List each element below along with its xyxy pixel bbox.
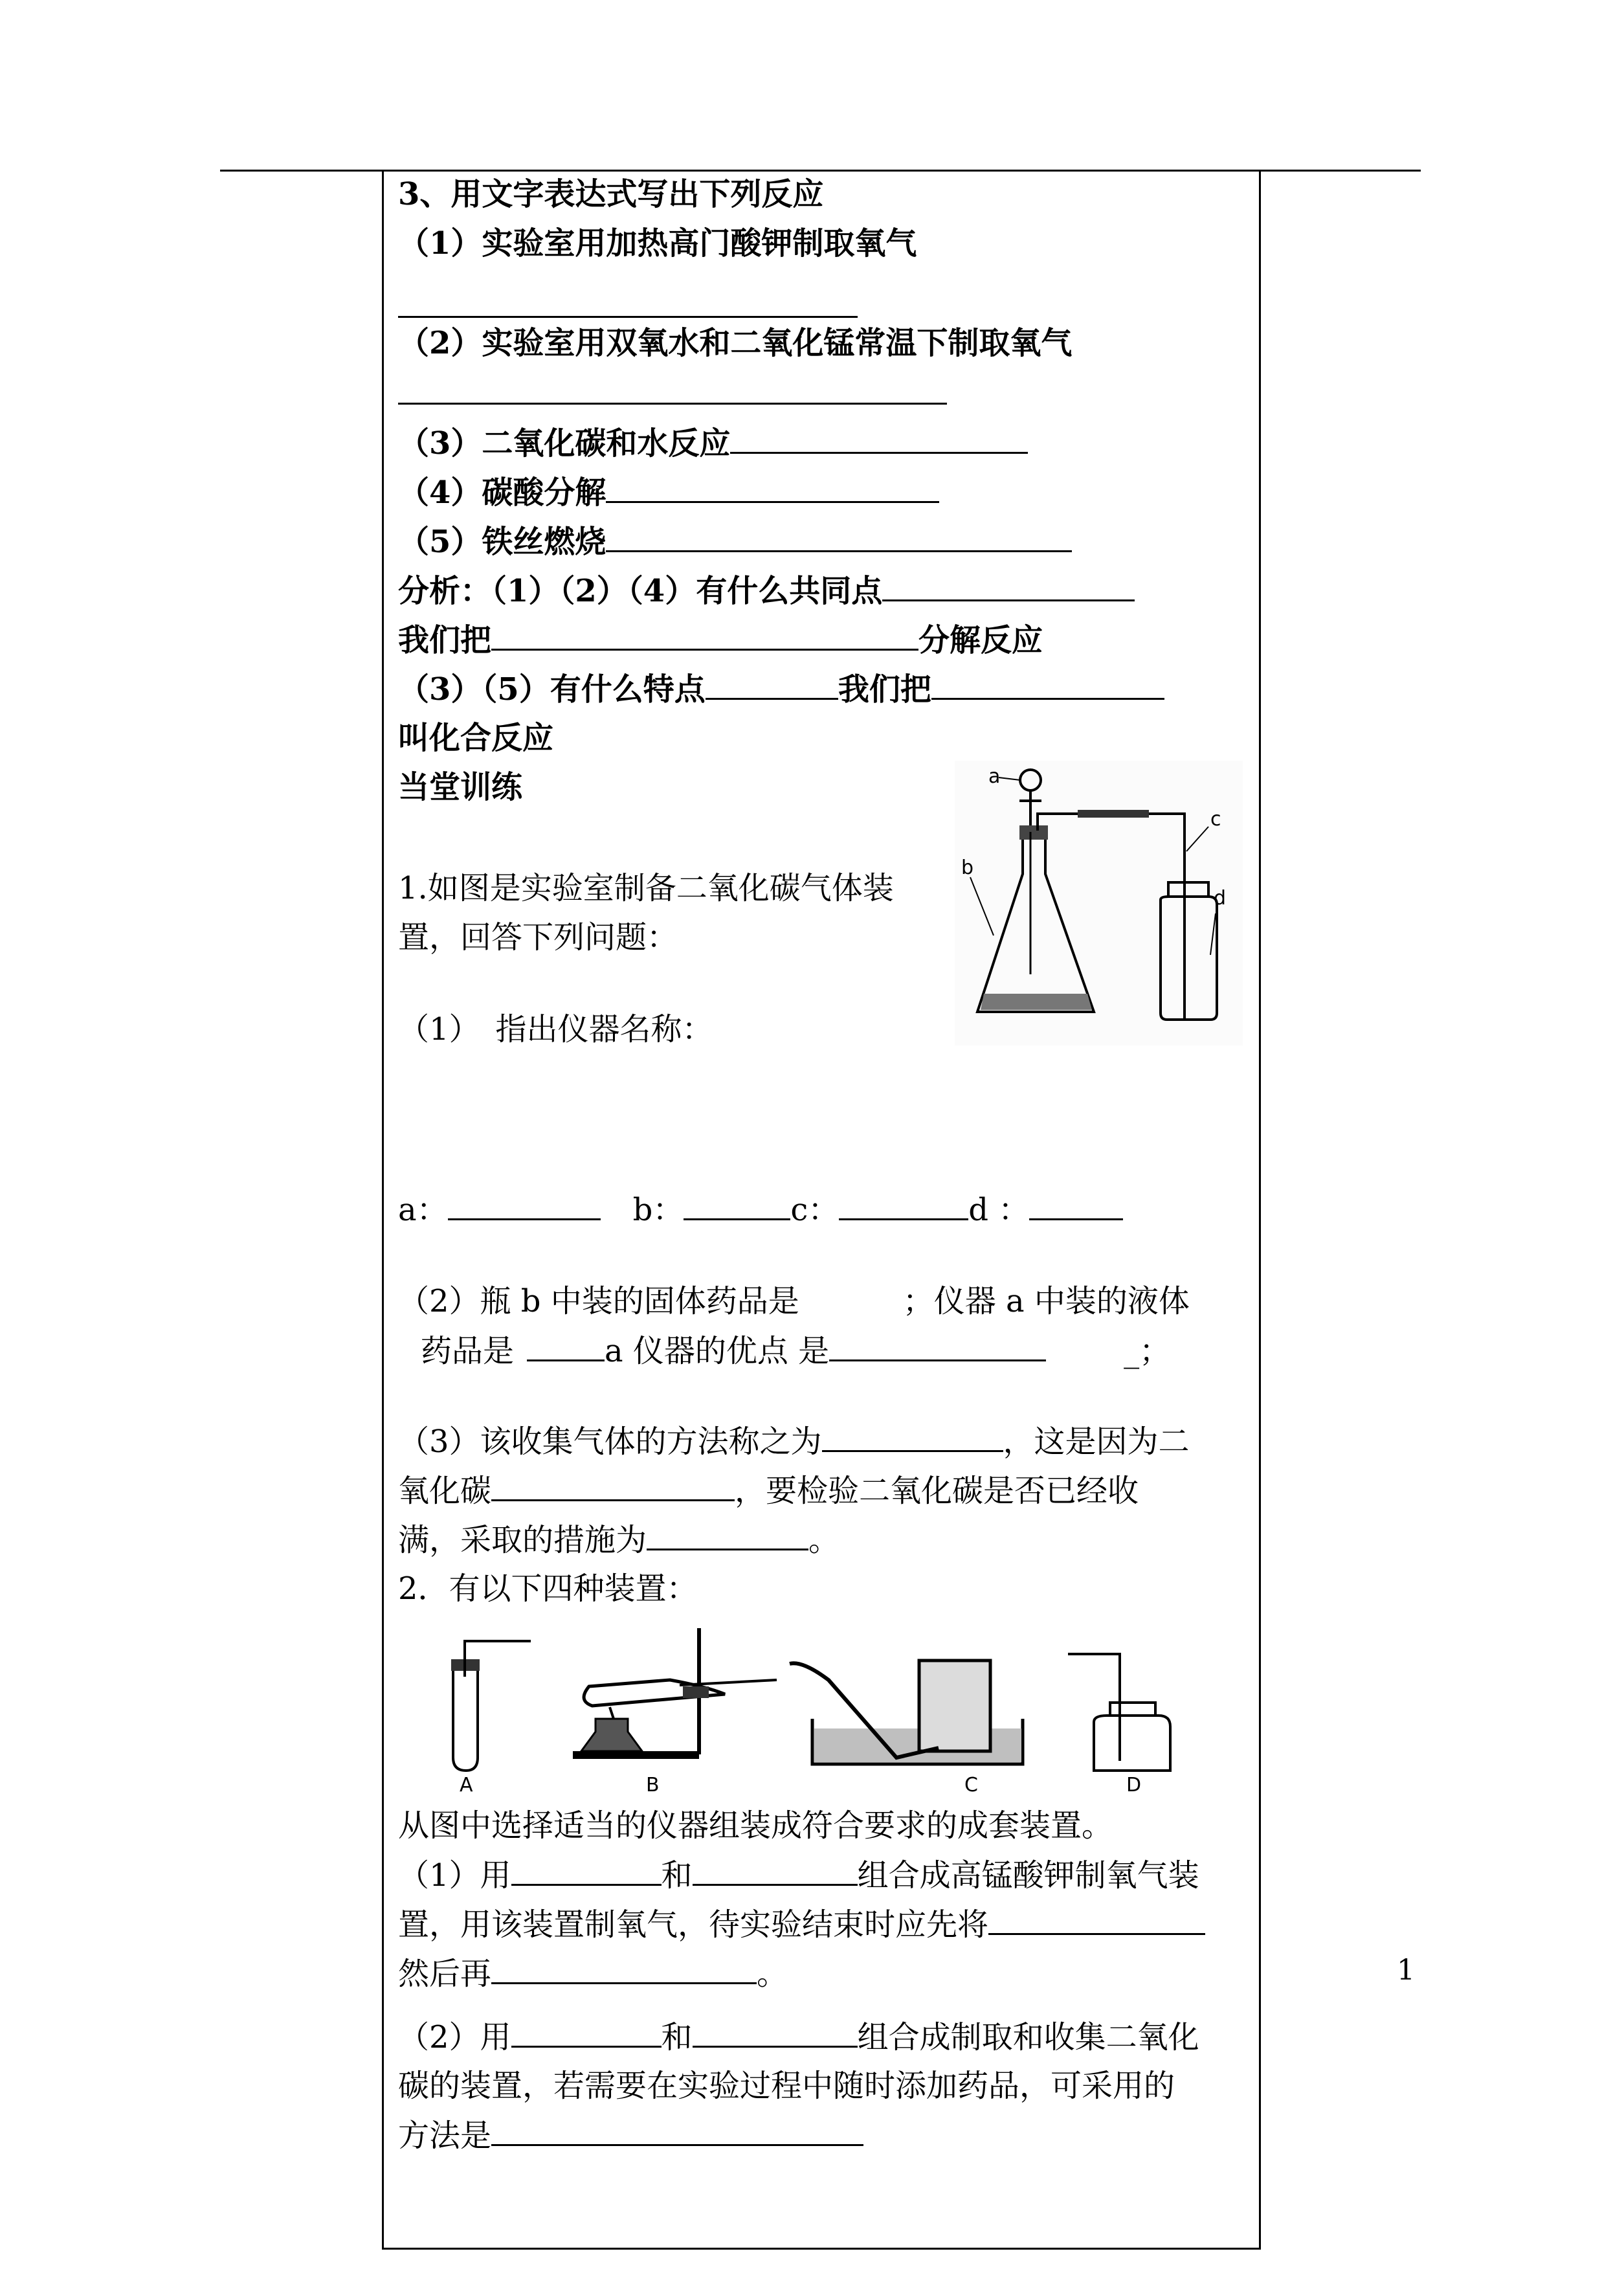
page-number: 1 bbox=[1397, 1954, 1415, 1987]
label-c: c bbox=[1210, 808, 1221, 831]
q2-sub2-line3: 方法是 bbox=[398, 2116, 863, 2155]
q1-sub3-line1: （3）该收集气体的方法称之为 ，这是因为二 bbox=[398, 1422, 1190, 1461]
analysis-line: 分析：（1）（2）（4）有什么共同点 bbox=[398, 571, 1135, 610]
reaction-2-answer bbox=[398, 374, 947, 414]
apparatus-B bbox=[573, 1628, 777, 1796]
apparatus-A bbox=[451, 1641, 531, 1796]
reaction-5: （5）铁丝燃烧 bbox=[398, 522, 1072, 561]
apparatus-D bbox=[1068, 1654, 1170, 1796]
q2-sub1-line2: 置，用该装置制氧气，待实验结束时应先将 bbox=[398, 1905, 1205, 1944]
q1-line2: 置，回答下列问题： bbox=[398, 919, 678, 956]
label-D: D bbox=[1126, 1774, 1142, 1796]
q1-line1: 1.如图是实验室制备二氧化碳气体装 bbox=[398, 870, 894, 906]
apparatus-C bbox=[790, 1661, 1023, 1796]
four-apparatus-figure bbox=[440, 1615, 1204, 1796]
q1-sub1: （1） 指出仪器名称： bbox=[398, 1011, 713, 1047]
q2-line2: 从图中选择适当的仪器组装成符合要求的成套装置。 bbox=[398, 1807, 1113, 1844]
label-b: b bbox=[961, 856, 974, 879]
reaction-1-answer bbox=[398, 287, 858, 327]
label-a: a bbox=[988, 765, 1001, 788]
q2-sub1-line3: 然后再 。 bbox=[398, 1954, 788, 1993]
q1-sub2-line2: 药品是 a 仪器的优点 是 _； bbox=[421, 1331, 1170, 1370]
label-d: d bbox=[1214, 887, 1227, 910]
q2-sub1-line1: （1）用 和 组合成高锰酸钾制氧气装 bbox=[398, 1855, 1199, 1895]
reaction-1: （1）实验室用加热高门酸钾制取氧气 bbox=[398, 225, 917, 262]
q1-sub3-line3: 满，采取的措施为 。 bbox=[398, 1520, 840, 1560]
analysis-decomposition: 我们把 分解反应 bbox=[398, 620, 1043, 660]
q1-sub2-line1: （2）瓶 b 中装的固体药品是 ；仪器 a 中装的液体 bbox=[398, 1283, 1190, 1319]
q1-instrument-names: a： b： c： d ： bbox=[398, 1190, 1123, 1229]
q2-sub2-line2: 碳的装置，若需要在实验过程中随时添加药品，可采用的 bbox=[398, 2068, 1175, 2104]
analysis-combination-end: 叫化合反应 bbox=[398, 720, 554, 756]
co2-apparatus-figure bbox=[955, 761, 1243, 1046]
reaction-2: （2）实验室用双氧水和二氧化锰常温下制取氧气 bbox=[398, 325, 1073, 361]
training-heading: 当堂训练 bbox=[398, 769, 523, 805]
analysis-combination: （3）（5）有什么特点 我们把 bbox=[398, 669, 1164, 709]
q2-sub2-line1: （2）用 和 组合成制取和收集二氧化 bbox=[398, 2017, 1199, 2057]
section3-heading: 3、用文字表达式写出下列反应 bbox=[398, 176, 824, 212]
q2-line1: 2．有以下四种装置： bbox=[398, 1571, 698, 1607]
q1-sub3-line2: 氧化碳 ，要检验二氧化碳是否已经收 bbox=[398, 1471, 1139, 1510]
reaction-3: （3）二氧化碳和水反应 bbox=[398, 423, 1028, 463]
label-C: C bbox=[964, 1774, 978, 1796]
label-A: A bbox=[460, 1774, 473, 1796]
reaction-4: （4）碳酸分解 bbox=[398, 473, 939, 512]
label-B: B bbox=[646, 1774, 660, 1796]
